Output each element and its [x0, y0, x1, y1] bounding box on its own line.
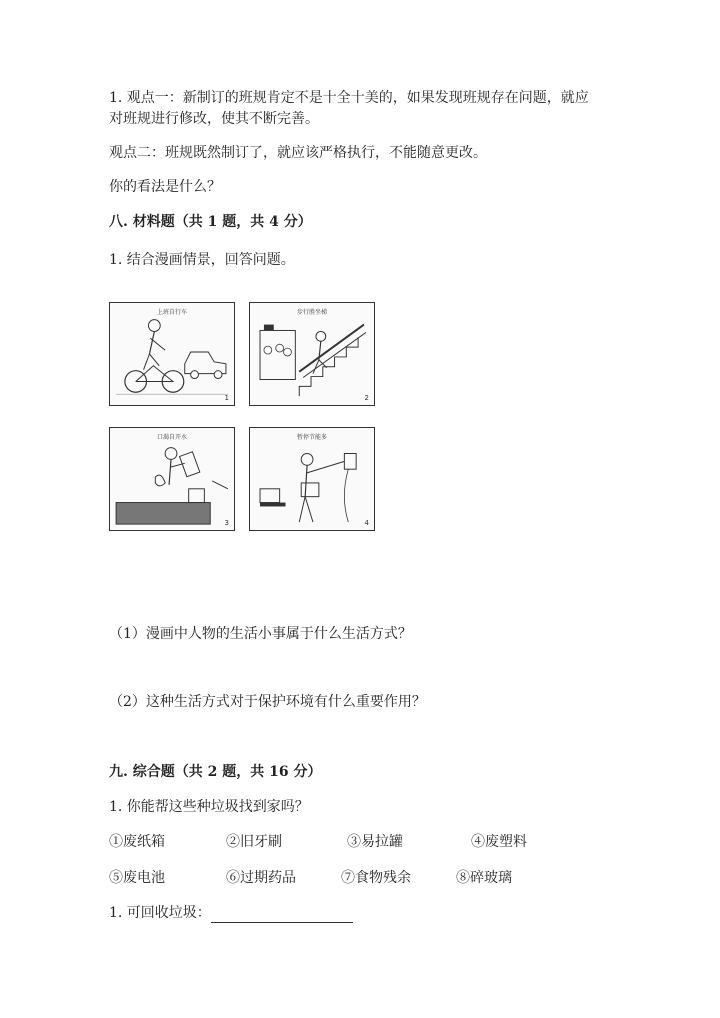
section-8-sub-question-1: （1）漫画中人物的生活小事属于什么生活方式？ — [109, 626, 412, 642]
option-5: ⑤废电池 — [109, 870, 165, 886]
option-6: ⑥过期药品 — [226, 870, 296, 886]
comic-caption-2: 步行胜坐梯 — [296, 309, 327, 316]
comic-number-4: 4 — [364, 519, 369, 527]
option-4: ④废塑料 — [471, 834, 527, 850]
water-illustration — [110, 428, 234, 530]
comic-panel-3 — [109, 427, 235, 531]
q7-line-2: 对班规进行修改，使其不断完善。 — [109, 111, 319, 127]
bicycle-illustration — [110, 303, 234, 405]
q7-question: 你的看法是什么？ — [109, 179, 221, 195]
section-8-sub-question-2: （2）这种生活方式对于保护环境有什么重要作用？ — [109, 694, 426, 710]
comic-caption-1: 上班自行车 — [156, 309, 187, 316]
comic-caption-4: 暂停节能多 — [296, 434, 327, 441]
comic-number-3: 3 — [224, 519, 229, 527]
comic-panel-4 — [249, 427, 375, 531]
option-3: ③易拉罐 — [347, 834, 403, 850]
comic-number-2: 2 — [364, 394, 369, 402]
section-9-q1: 1. 你能帮这些种垃圾找到家吗？ — [109, 799, 309, 815]
q7-viewpoint-2: 观点二：班规既然制订了，就应该严格执行，不能随意更改。 — [109, 145, 487, 161]
answer-blank[interactable] — [211, 908, 353, 923]
stairs-illustration — [250, 303, 374, 405]
comic-panel-1 — [109, 302, 235, 406]
comic-number-1: 1 — [224, 394, 229, 402]
q7-line-1: 1. 观点一：新制订的班规肯定不是十全十美的，如果发现班规存在问题，就应 — [109, 90, 589, 106]
section-9-heading: 九. 综合题（共 2 题，共 16 分） — [109, 764, 322, 780]
option-1: ①废纸箱 — [109, 834, 165, 850]
option-7: ⑦食物残余 — [341, 870, 411, 886]
section-8-heading: 八. 材料题（共 1 题，共 4 分） — [109, 214, 312, 230]
option-8: ⑧碎玻璃 — [456, 870, 512, 886]
section-8-q1: 1. 结合漫画情景，回答问题。 — [109, 252, 295, 268]
option-2: ②旧牙刷 — [226, 834, 282, 850]
recyclable-label: 1. 可回收垃圾： — [109, 905, 211, 921]
recyclable-answer-line — [109, 903, 353, 923]
comic-panel-2 — [249, 302, 375, 406]
unplug-illustration — [250, 428, 374, 530]
comic-caption-3: 口渴自开水 — [156, 434, 187, 441]
